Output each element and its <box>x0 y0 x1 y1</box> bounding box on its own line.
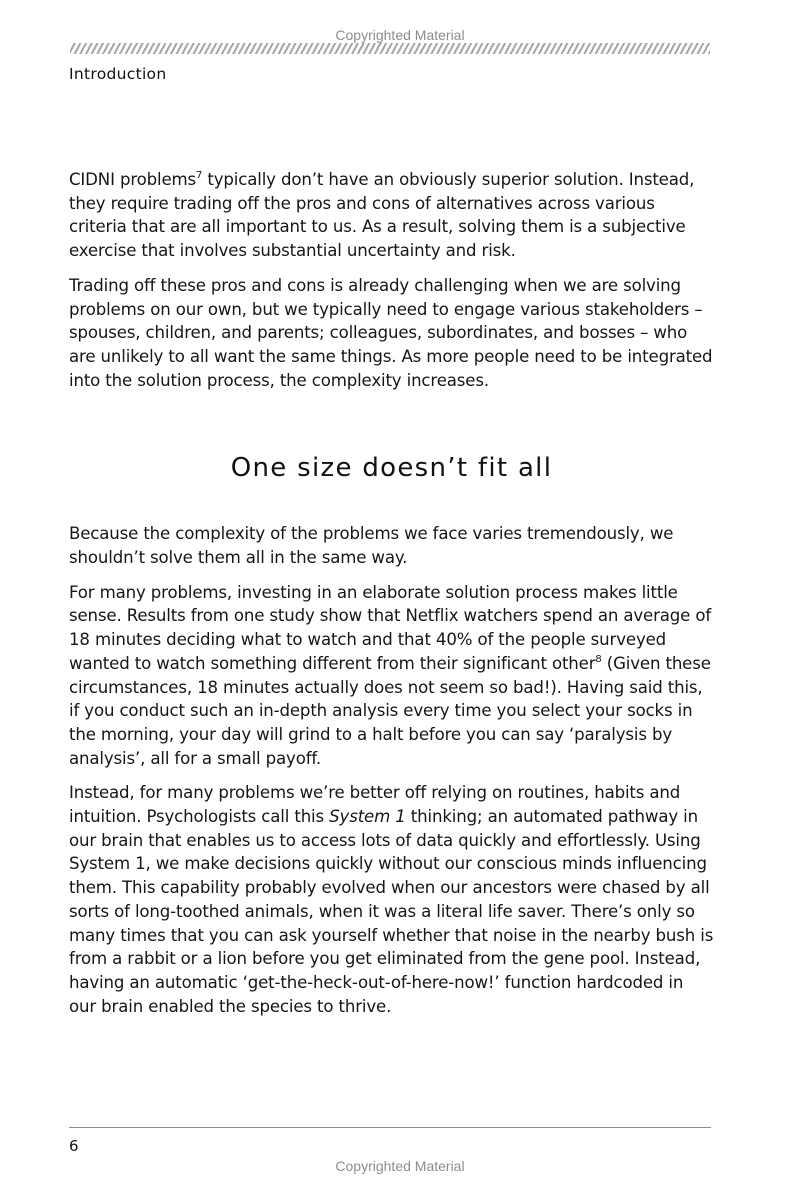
section-heading: One size doesn’t fit all <box>230 453 553 484</box>
paragraph-complexity: Because the complexity of the problems we face varies tremendously, we shouldn’t solve them all in the same way. <box>69 524 674 568</box>
paragraph-netflix <box>69 581 714 771</box>
text-run: CIDNI problems <box>69 170 197 189</box>
paragraph-system-1 <box>69 781 714 1018</box>
paragraph-stakeholders: Trading off these pros and cons is already challenging when we are solving problems on our own, but we typically need to engage various stakeholders – spouses, children, and parents; colleagues, subordinates, and bosses – who are unlikely to all want the same things. As more people need to be integrated into the solution process, the complexity increases. <box>69 275 713 390</box>
running-head: Introduction <box>69 65 167 83</box>
emphasis-system-1: System 1 <box>329 807 406 827</box>
header-hatch-rule <box>70 43 710 54</box>
text-run: (Given these circumstances, 18 minutes actually does not seem so bad!). Having said this, if you conduct such an in-depth analysis every time you select your socks in the morning, your day will grind to a halt before you can say ‘paralysis by analysis’, all for a small payoff. <box>69 653 711 768</box>
footnote-ref-8: 8 <box>595 653 602 665</box>
page-body <box>69 168 714 1029</box>
text-run: For many problems, investing in an elaborate solution process makes little sense. Results from one study show that Netflix watchers spend an average of 18 minutes deciding what to watch and that 40% of the people surveyed wanted to watch something different from their significant other <box>69 582 712 673</box>
watermark-top: Copyrighted Material <box>335 27 465 43</box>
text-run: typically don’t have an obviously superior solution. Instead, they require trading off the pros and cons of alternatives across various criteria that are all important to us. As a result, solving them is a subjective exercise that involves substantial uncertainty and risk. <box>69 170 695 261</box>
footnote-ref-7: 7 <box>196 170 203 181</box>
footer-rule <box>69 1127 711 1128</box>
watermark-bottom: Copyrighted Material <box>335 1158 465 1174</box>
paragraph-cidni <box>69 168 714 263</box>
text-run: Instead, for many problems we’re better off relying on routines, habits and intuition. Psychologists call this <box>69 783 681 827</box>
page-number: 6 <box>69 1137 79 1155</box>
text-run: thinking; an automated pathway in our brain that enables us to access lots of data quickly and effortlessly. Using System 1, we make decisions quickly without our conscious minds influencing them. This capability probably evolved when our ancestors were chased by all sorts of long-toothed animals, when it was a literal life saver. There’s only so many times that you can ask yourself whether that noise in the nearby bush is from a rabbit or a lion before you get eliminated from the gene pool. Instead, having an automatic ‘get-the-heck-out-of-here-now!’ function hardcoded in our brain enabled the species to thrive. <box>69 807 714 1016</box>
